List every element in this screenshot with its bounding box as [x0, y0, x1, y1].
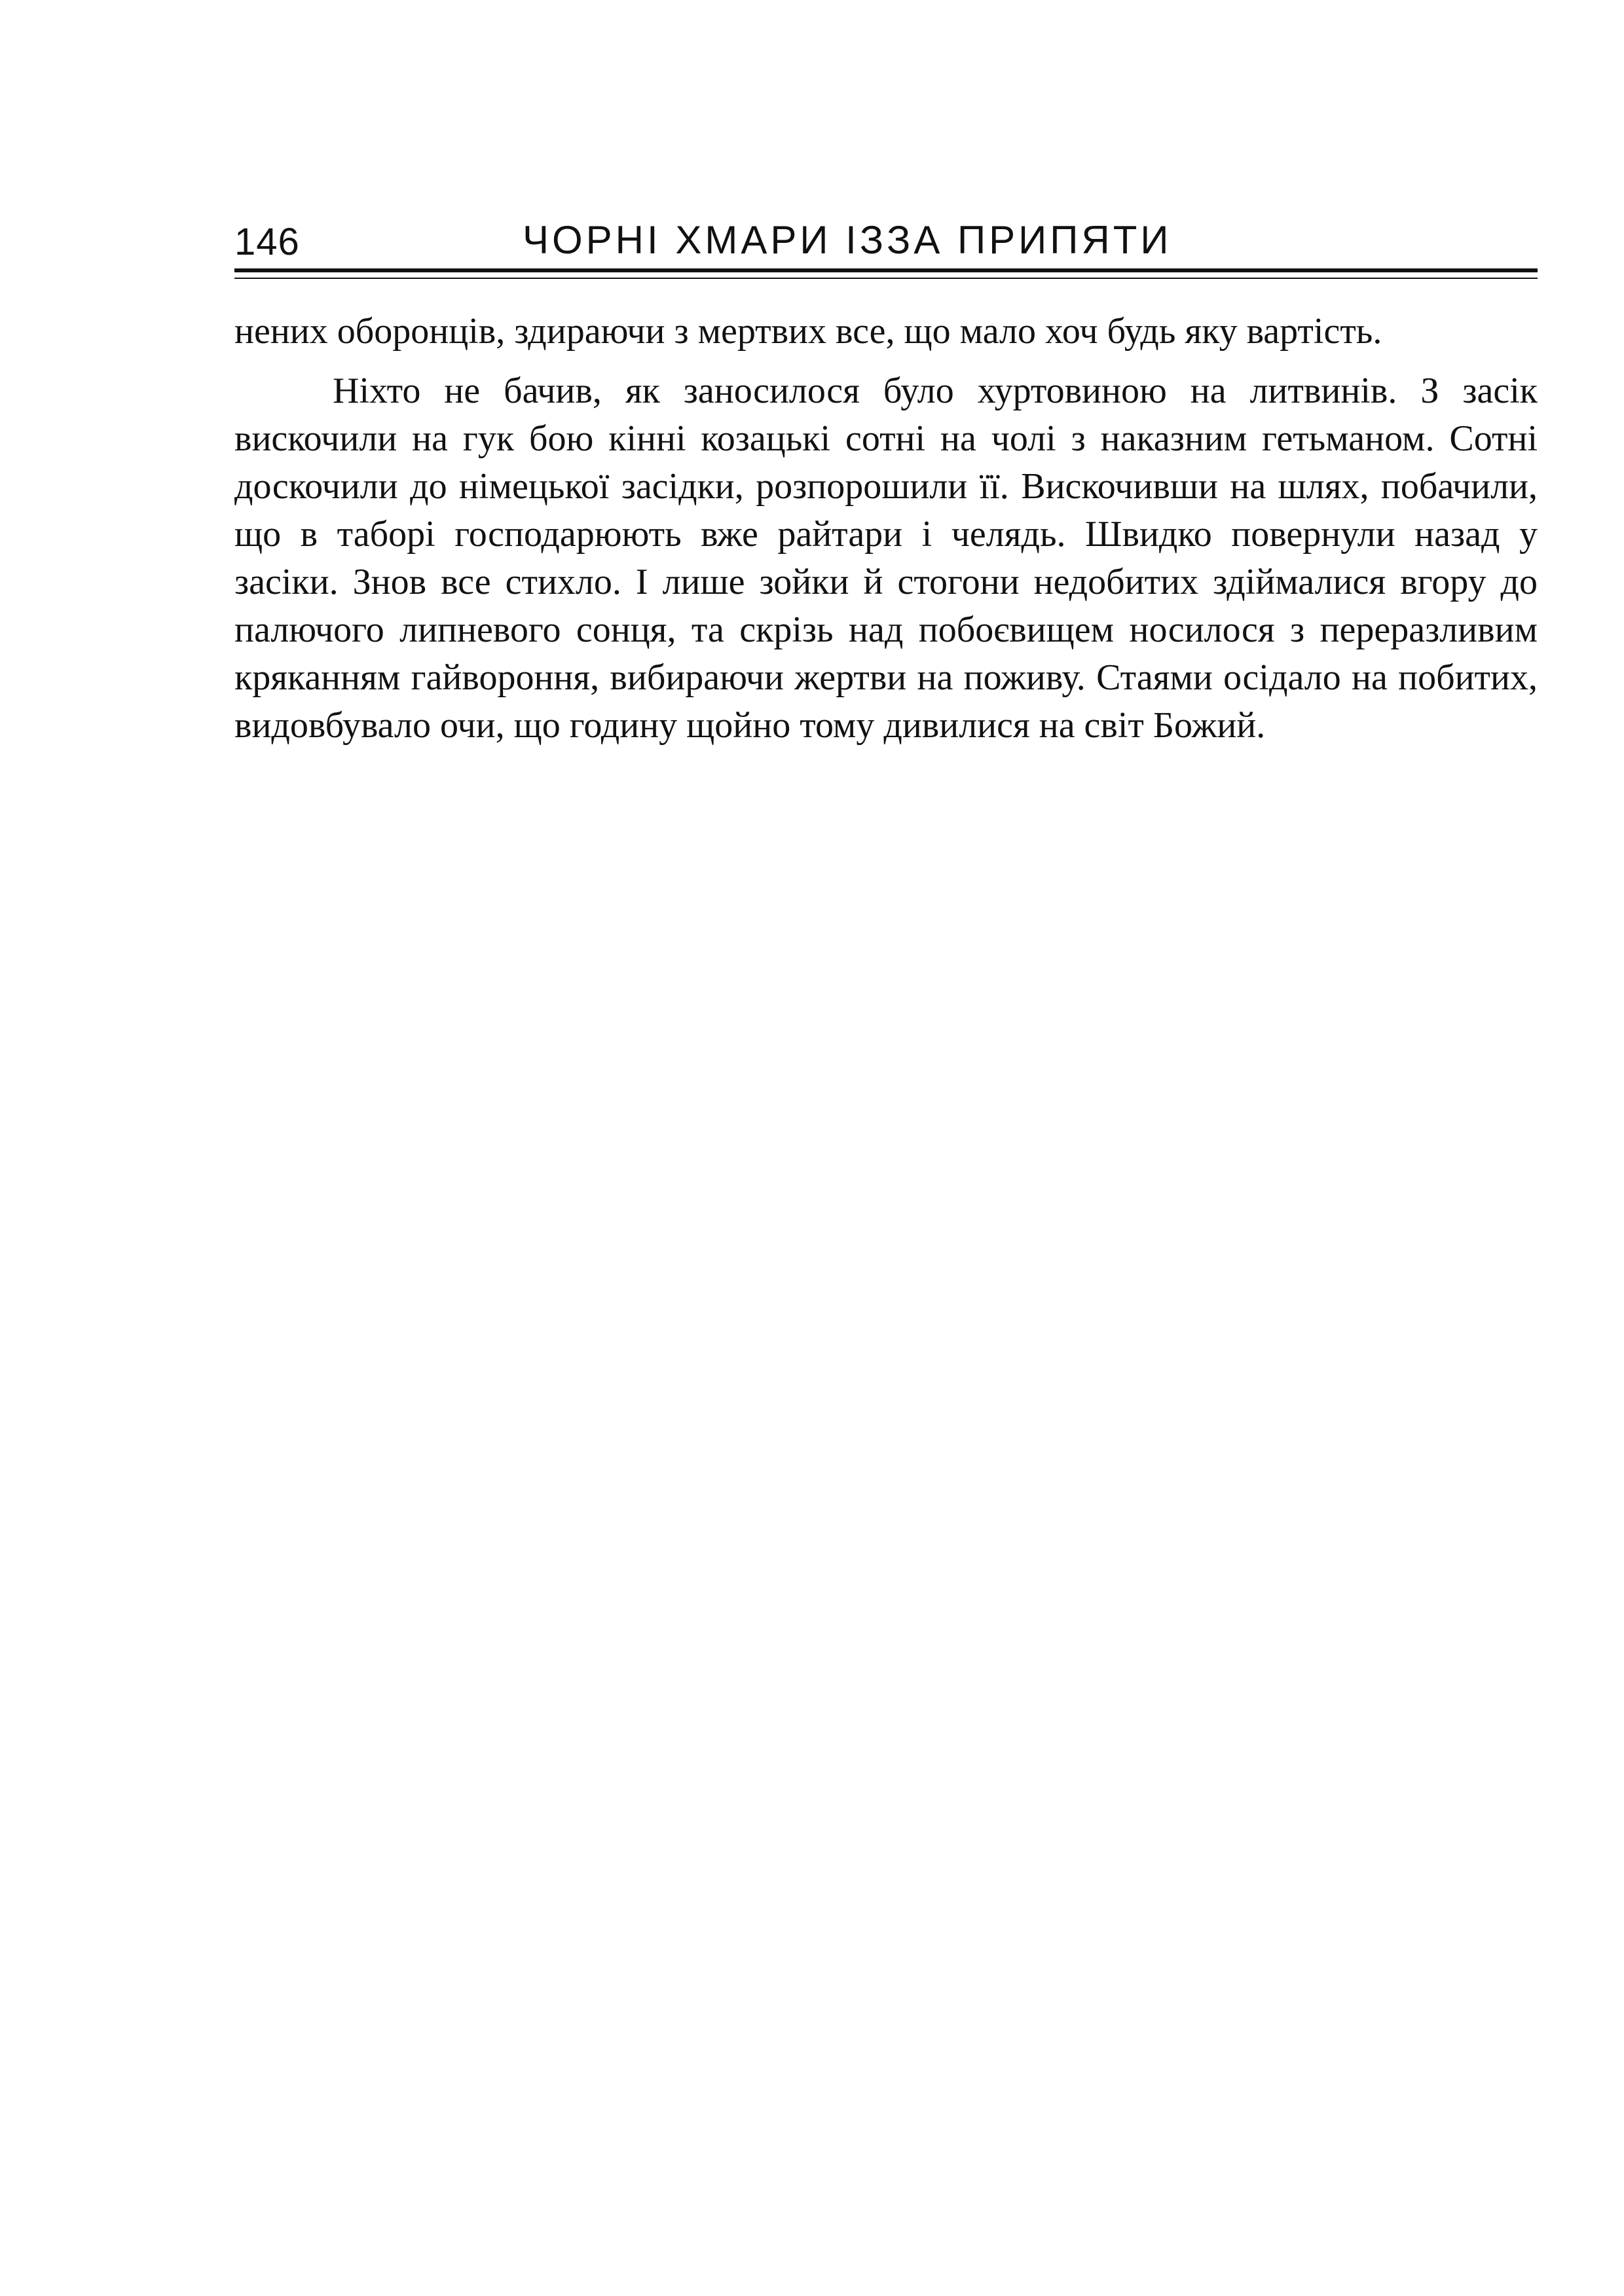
- header-rule-thin: [234, 278, 1538, 279]
- paragraph: Ніхто не бачив, як заносилося було хуртовиною на литвинів. З засік вискочили на гук бою кінні козацькі сотні на чолі з наказним гетьманом. Сотні доскочили до німецької засідки, розпорошили її. Вискочивши на шлях, побачили, що в таборі господарюють вже райтари і челядь. Швидко повернули назад у засіки. Знов все стихло. І лише зойки й стогони недобитих здіймалися вгору до палючого липневого сонця, та скрізь над побоєвищем носилося з переразливим кряканням гайвороння, вибираючи жертви на поживу. Стаями осідало на побитих, видовбувало очи, що годину щойно тому дивилися на світ Божий.: [234, 371, 1538, 746]
- page-header: [234, 208, 1538, 274]
- header-rule-thick: [234, 268, 1538, 272]
- running-title: ЧОРНІ ХМАРИ ІЗЗА ПРИПЯТИ: [523, 218, 1172, 262]
- body-text: [234, 308, 1538, 750]
- paragraph-continued: нених оборонців, здираючи з мертвих все, що мало хоч будь яку вартість.: [234, 311, 1382, 352]
- page-number: 146: [234, 221, 300, 263]
